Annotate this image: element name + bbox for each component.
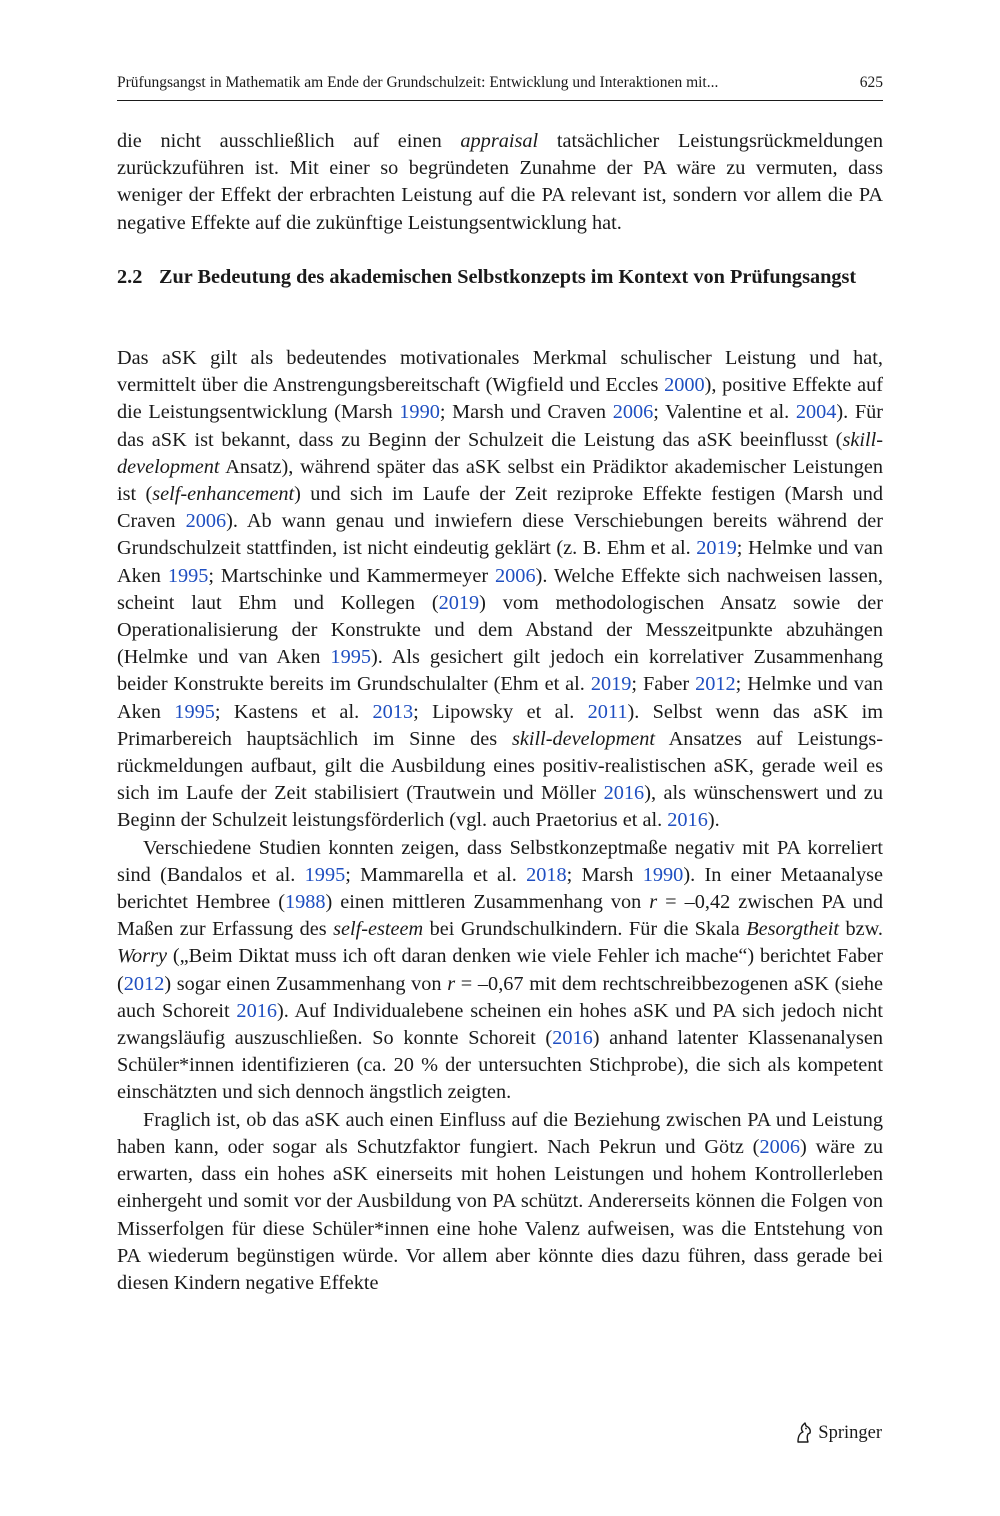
italic-term: r (447, 972, 456, 995)
italic-term: skill-development (117, 428, 883, 478)
springer-logo (794, 1419, 882, 1447)
text-run: bzw. (839, 918, 883, 941)
text-run: ; Marsh (566, 863, 643, 886)
text-run: ; Valentine et al. (653, 401, 796, 424)
text-run: ) wäre zu erwarten, dass ein hohes aSK einerseits mit hohen Leistungen und hohem Kontrollerleben einhergeht und somit vor der Ausbildung von PA schützt. Andererseits können die Folgen von Misserfolgen für diese Schüler*innen eine hohe Valenz aufweisen, was die Entstehung von PA wiederum begünstigen würde. Vor allem aber könnte dies dazu führen, dass gerade bei diesen Kindern negative Effekte (117, 1135, 883, 1294)
citation-link[interactable]: 2016 (603, 782, 645, 805)
citation-link[interactable]: 2016 (236, 999, 277, 1022)
citation-link[interactable]: 2018 (526, 863, 567, 886)
publisher-name: Springer (818, 1422, 882, 1443)
text-run: ). Auf Individualebene scheinen ein hohes aSK und PA sich jedoch nicht zwangsläufig auszuschließen. So konnte Schoreit ( (117, 999, 883, 1050)
text-run: ) einen mittleren Zusammenhang von (325, 891, 650, 914)
italic-term: self-enhancement (152, 483, 295, 506)
citation-link[interactable]: 1990 (642, 863, 684, 886)
text-run: ). Welche Effekte sich nachweisen lassen, scheint laut Ehm und Kollegen ( (117, 564, 884, 614)
citation-link[interactable]: 2016 (667, 809, 708, 832)
citation-link[interactable]: 1995 (174, 700, 215, 723)
citation-link[interactable]: 2006 (612, 401, 654, 424)
citation-link[interactable]: 2011 (587, 700, 628, 723)
text-run: ; Marsh und Craven (439, 401, 613, 424)
text-run: ) anhand latenter Klassenanalysen Schüler*innen identifizieren (ca. 20 % der untersuchten Stichprobe), die sich als kompetent einschätzten und sich dennoch ängstlich zeigten. (117, 1027, 883, 1104)
text-run: ; Faber (631, 673, 696, 696)
paragraph (117, 345, 883, 835)
text-run: ; Kastens et al. (214, 700, 373, 723)
text-run: ), positive Effekte auf die Leistungsentwicklung (Marsh (117, 374, 883, 424)
springer-horse-icon (794, 1422, 814, 1444)
citation-link[interactable]: 2012 (123, 972, 165, 995)
text-run: ; Mammarella et al. (345, 863, 527, 886)
citation-link[interactable]: 2019 (696, 537, 737, 560)
text-run: Das aSK gilt als bedeutendes motivationales Merkmal schulischer Leistung und hat, vermittelt über die Anstrengungsbereitschaft (Wigfield und Eccles (117, 347, 883, 397)
text-run: ). Ab wann genau und inwiefern diese Verschiebungen bereits während der Grundschulzeit stattfinden, ist nicht eindeutig geklärt (z. B. Ehm et al. (117, 510, 883, 560)
section-number: 2.2 (117, 266, 143, 288)
text-run: Ansatz), während später das aSK selbst ein Prädiktor akademischer Leistungen ist ( (117, 455, 883, 506)
text-run: ), als wünschenswert und zu Beginn der Schulzeit leistungsförderlich (vgl. auch Praetorius et al. (117, 782, 884, 832)
citation-link[interactable]: 2012 (695, 673, 736, 696)
text-run: Verschiedene Studien konnten zeigen, dass Selbstkonzeptmaße negativ mit PA korreliert sind (Bandalos et al. (117, 836, 883, 886)
citation-link[interactable]: 1995 (167, 564, 209, 587)
italic-term: Worry (117, 945, 167, 968)
body-text-main (117, 345, 883, 1297)
citation-link[interactable]: 1990 (399, 401, 440, 424)
italic-term: self-esteem (333, 918, 424, 941)
running-title: Prüfungsangst in Mathematik am Ende der Grundschulzeit: Entwicklung und Interaktionen mit... (117, 74, 719, 91)
page-number: 625 (859, 74, 883, 91)
citation-link[interactable]: 1995 (304, 863, 346, 886)
citation-link[interactable]: 2019 (590, 673, 632, 696)
citation-link[interactable]: 2019 (438, 591, 480, 614)
text-run: ) vom methodologischen Ansatz sowie der Operationalisierung der Konstrukte und dem Abstand der Messzeitpunkte abzuhängen (Helmke und van Aken (117, 591, 883, 669)
text-run: ; Lipowsky et al. (413, 700, 588, 723)
citation-link[interactable]: 2000 (664, 374, 705, 397)
citation-link[interactable]: 2006 (759, 1135, 800, 1158)
text-run: Fraglich ist, ob das aSK auch einen Einfluss auf die Beziehung zwischen PA und Leistung haben kann, oder sogar als Schutzfaktor fungiert. Nach Pekrun und Götz ( (117, 1108, 883, 1158)
text-run: ; Helmke und van Aken (117, 673, 883, 723)
italic-term: appraisal (460, 130, 539, 152)
text-run: Ansatzes auf Leistungsrückmeldungen aufbaut, gilt die Ausbildung eines positiv-realistischen aSK, gerade weil es sich im Laufe der Zeit stabilisiert (Trautwein und Möller (117, 727, 883, 805)
citation-link[interactable]: 2006 (185, 510, 227, 533)
italic-term: Besorgtheit (746, 918, 840, 941)
citation-link[interactable]: 2006 (495, 564, 536, 587)
body-text-top (117, 128, 883, 237)
citation-link[interactable]: 2013 (372, 700, 414, 723)
text-run: ). In einer Metaanalyse berichtet Hembree ( (117, 863, 883, 914)
paragraph (117, 835, 883, 1107)
header-rule (117, 100, 883, 101)
text-run: ) sogar einen Zusammenhang von (164, 972, 448, 995)
paragraph (117, 1107, 883, 1297)
text-run: = –0,67 mit dem rechtschreibbezogenen aSK (siehe auch Schoreit (117, 972, 883, 1022)
text-run: bei Grundschulkindern. Für die Skala (423, 918, 747, 941)
section-heading (117, 264, 883, 292)
italic-term: skill-development (511, 727, 655, 750)
italic-term: r (649, 891, 658, 914)
citation-link[interactable]: 1995 (330, 646, 371, 669)
text-run: ; Helmke und van Aken (117, 537, 883, 587)
section-title: Zur Bedeutung des akademischen Selbstkonzepts im Kontext von Prüfungsangst (159, 266, 857, 288)
text-run: ) und sich im Laufe der Zeit reziproke Effekte festigen (Marsh und Craven (117, 483, 883, 533)
text-run: („Beim Diktat muss ich oft daran denken wie viele Fehler ich mache“) berichtet Faber ( (117, 945, 883, 995)
text-run: ). Als gesichert gilt jedoch ein korrelativer Zusammenhang beider Konstrukte bereits im Grundschulalter (Ehm et al. (117, 646, 883, 696)
paragraph (117, 128, 883, 237)
text-run: die nicht ausschließlich auf einen (117, 130, 461, 152)
citation-link[interactable]: 1988 (284, 891, 326, 914)
text-run: ). (707, 809, 720, 832)
text-run: ). Für das aSK ist bekannt, dass zu Beginn der Schulzeit die Leistung das aSK beeinflusst ( (117, 401, 884, 451)
text-run: ; Martschinke und Kammermeyer (208, 564, 496, 587)
citation-link[interactable]: 2004 (795, 401, 837, 424)
text-run: tatsächlicher Leistungsrückmeldungen zurückzuführen ist. Mit einer so begründeten Zunahme der PA wäre zu vermuten, dass weniger der Effekt der erbrachten Leistung auf die PA relevant ist, sondern vor allem die PA negative Effekte auf die zukünftige Leistungsentwicklung hat. (117, 130, 883, 234)
text-run: ). Selbst wenn das aSK im Primarbereich hauptsächlich im Sinne des (117, 700, 884, 750)
text-run: = –0,42 zwischen PA und Maßen zur Erfassung des (117, 891, 883, 941)
citation-link[interactable]: 2016 (552, 1027, 593, 1050)
